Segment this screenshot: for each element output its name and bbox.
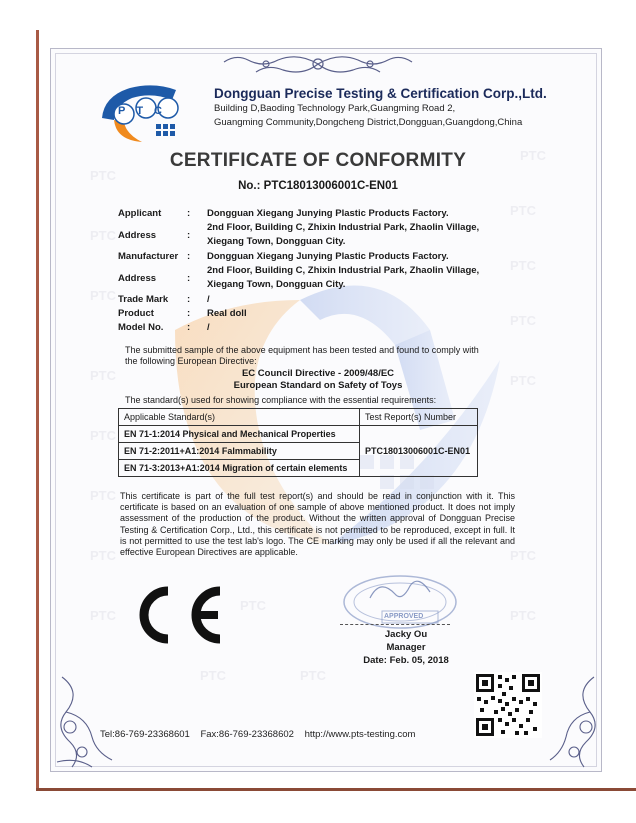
logo-text: PTC [118, 105, 173, 117]
svg-text:PTC: PTC [520, 148, 546, 163]
address-line2: Xiegang Town, Dongguan City. [207, 279, 346, 290]
trademark-label: Trade Mark [118, 294, 169, 305]
svg-text:PTC: PTC [90, 168, 116, 183]
qr-code-icon [474, 672, 542, 738]
colon: : [187, 208, 191, 219]
top-ornament-icon [218, 50, 418, 78]
svg-text:PTC: PTC [510, 608, 536, 623]
company-name: Dongguan Precise Testing & Certification Corp.,Ltd. [214, 86, 547, 101]
svg-text:PTC: PTC [90, 548, 116, 563]
field-applicant [0, 208, 636, 220]
standards-table [118, 408, 478, 477]
standards-intro: The standard(s) used for showing compliance with the essential requirements: [125, 395, 437, 405]
disclaimer-paragraph: This certificate is part of the full test report(s) and should be read in conjunction with it. This certificate is based on an evaluation of one sample of above mentioned product. It does not imply assessment of the production of the product. Without the written approval of Dongguan Precise Testing & Certification Corp., Ltd., this certificate is not permitted to be reproduced, except in full. It is not permitted to use the test lab's logo. The CE marking may only be used if all the relevant and effective European Directives are applicable. [120, 491, 515, 558]
report-number-cell: PTC18013006001C-EN01 [360, 426, 478, 477]
field-applicant-address [0, 222, 636, 248]
footer-tel: Tel:86-769-23368601 [100, 729, 190, 740]
colon: : [187, 251, 191, 262]
model-label: Model No. [118, 322, 164, 333]
standard-name: European Standard on Safety of Toys [233, 380, 403, 391]
footer-website[interactable]: http://www.pts-testing.com [304, 729, 416, 740]
certificate-number: No.: PTC18013006001C-EN01 [238, 180, 398, 192]
svg-text:PTC: PTC [300, 668, 326, 683]
svg-text:PTC: PTC [240, 598, 266, 613]
svg-text:PTC: PTC [90, 608, 116, 623]
svg-text:PTC: PTC [90, 288, 116, 303]
applicant-label: Applicant [118, 208, 162, 219]
svg-text:PTC: PTC [510, 258, 536, 273]
product-label: Product [118, 308, 154, 319]
header-report-number: Test Report(s) Number [360, 409, 478, 426]
company-address-line1: Building D,Baoding Technology Park,Guangming Road 2, [214, 103, 456, 114]
svg-text:PTC: PTC [90, 228, 116, 243]
table-row [119, 426, 478, 443]
product-value: Real doll [207, 308, 247, 319]
field-model [0, 322, 636, 334]
footer-fax: Fax:86-769-23368602 [200, 729, 294, 740]
field-manufacturer-address [0, 265, 636, 291]
standard-cell: EN 71-3:2013+A1:2014 Migration of certain elements [119, 460, 360, 477]
svg-text:PTC: PTC [510, 373, 536, 388]
field-product [0, 308, 636, 320]
corner-ornament-bottom-left-icon [52, 672, 122, 772]
address-line1: 2nd Floor, Building C, Zhixin Industrial Park, Zhaolin Village, [207, 265, 480, 276]
svg-text:PTC: PTC [200, 668, 226, 683]
colon: : [187, 294, 191, 305]
svg-text:PTC: PTC [90, 488, 116, 503]
footer-contact [100, 729, 423, 740]
address-label: Address [118, 230, 157, 241]
model-value: / [207, 322, 210, 333]
manufacturer-value: Dongguan Xiegang Junying Plastic Products Factory. [207, 251, 449, 262]
table-header-row [119, 409, 478, 426]
compliance-intro-line1: The submitted sample of the above equipment has been tested and found to comply with [125, 345, 479, 355]
standard-cell: EN 71-2:2011+A1:2014 Falmmability [119, 443, 360, 460]
company-address-line2: Guangming Community,Dongcheng District,Dongguan,Guangdong,China [214, 117, 523, 128]
compliance-intro-line2: the following European Directive: [125, 356, 257, 366]
standard-cell: EN 71-1:2014 Physical and Mechanical Properties [119, 426, 360, 443]
directive: EC Council Directive - 2009/48/EC [241, 368, 395, 379]
address-line2: Xiegang Town, Dongguan City. [207, 236, 346, 247]
trademark-value: / [207, 294, 210, 305]
svg-text:PTC: PTC [90, 428, 116, 443]
signer-name: Jacky Ou [384, 629, 428, 640]
colon: : [187, 273, 191, 284]
field-manufacturer [0, 251, 636, 263]
colon: : [187, 322, 191, 333]
signature-date: Date: Feb. 05, 2018 [363, 655, 449, 666]
header-standards: Applicable Standard(s) [119, 409, 360, 426]
ce-mark-icon [138, 585, 228, 650]
svg-text:PTC: PTC [510, 548, 536, 563]
colon: : [187, 230, 191, 241]
manufacturer-label: Manufacturer [118, 251, 179, 262]
svg-text:PTC: PTC [90, 368, 116, 383]
stamp-text: APPROVED [384, 613, 424, 620]
svg-text:PTC: PTC [510, 313, 536, 328]
signature-line [340, 624, 450, 625]
address-label: Address [118, 273, 157, 284]
signer-title: Manager [386, 642, 426, 653]
field-trademark [0, 294, 636, 306]
approval-stamp-icon [340, 572, 460, 632]
address-line1: 2nd Floor, Building C, Zhixin Industrial Park, Zhaolin Village, [207, 222, 480, 233]
corner-ornament-bottom-right-icon [546, 672, 606, 772]
svg-text:PTC: PTC [510, 203, 536, 218]
applicant-value: Dongguan Xiegang Junying Plastic Products Factory. [207, 208, 449, 219]
colon: : [187, 308, 191, 319]
certificate-title: CERTIFICATE OF CONFORMITY [169, 150, 467, 171]
